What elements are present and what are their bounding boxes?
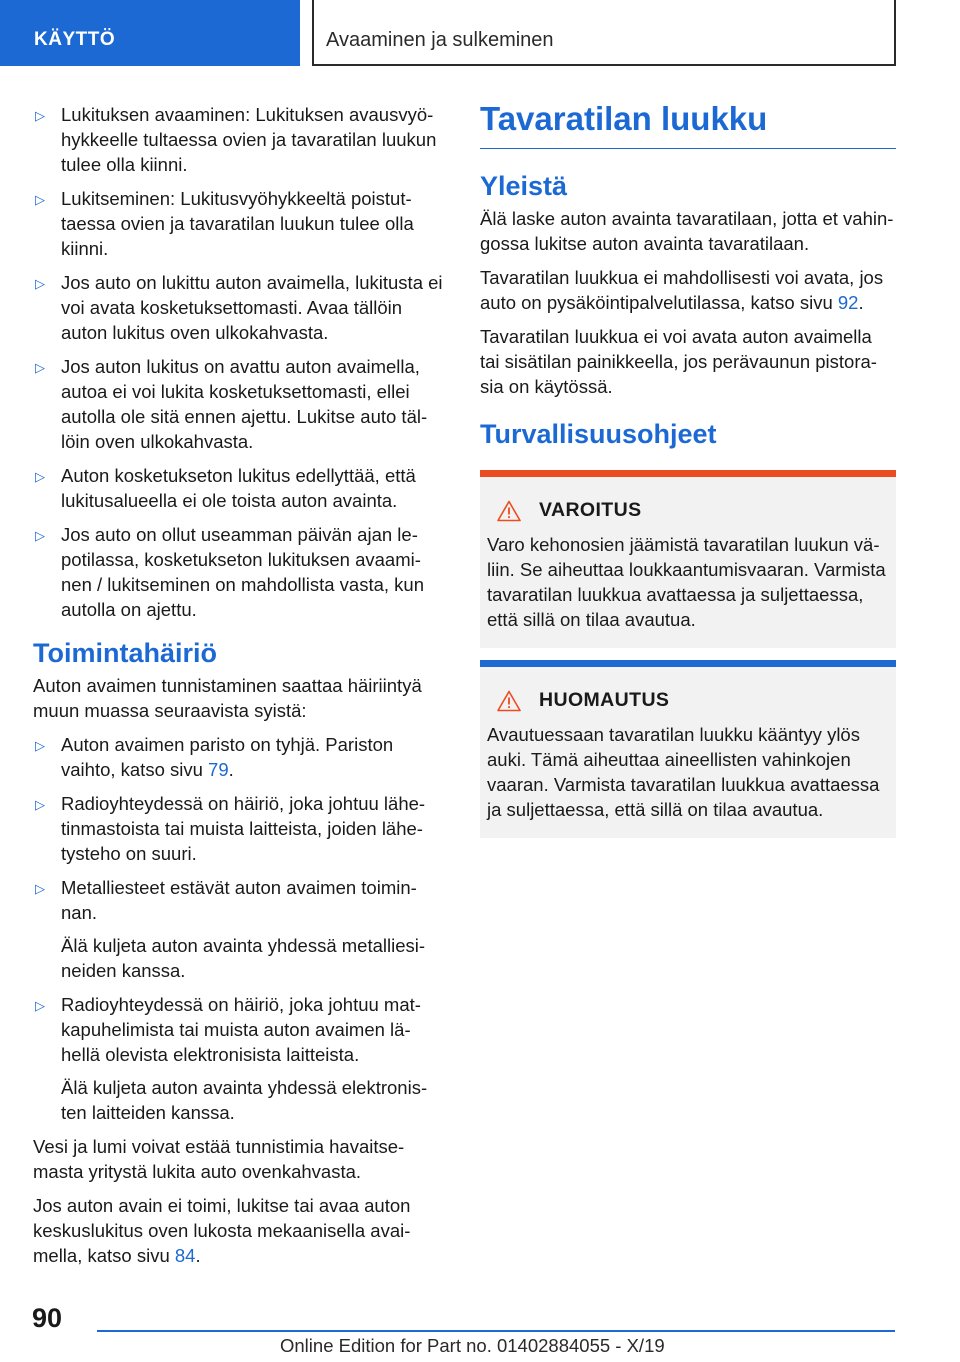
general-paragraph-3: Tavaratilan luukkua ei voi avata auton avaimella tai sisätilan painikkeella, jos perävaunun pistora-sia on käytössä.	[480, 326, 877, 397]
list-item: ▷ Auton kosketukseton lukitus edellyttää, että lukitusalueella ei ole toista auton avainta.	[35, 465, 416, 511]
list-item: ▷ Jos auto on lukittu auton avaimella, lukitusta ei voi avata kosketuksettomasti. Avaa tällöin auton lukitus oven ulkokahvasta.	[35, 272, 443, 343]
list-item: ▷ Metalliesteet estävät auton avaimen toimin-nan. Älä kuljeta auton avainta yhdessä metalliesi-neiden kanssa.	[33, 875, 443, 983]
list-item: ▷ Jos auton lukitus on avattu auton avaimella, autoa ei voi lukita kosketuksettomasti, ellei autolla ole sitä ennen ajettu. Lukitse auto täl-löin oven ulkokahvasta.	[35, 356, 428, 452]
water-snow-paragraph: Vesi ja lumi voivat estää tunnistimia havaitse-masta yritystä lukita auto ovenkahvasta.	[33, 1136, 405, 1182]
warning-title: VAROITUS	[539, 499, 642, 521]
page-header	[0, 0, 960, 66]
list-item-note: Älä kuljeta auton avainta yhdessä metalliesi-neiden kanssa.	[61, 935, 426, 981]
general-heading: Yleistä	[480, 171, 568, 201]
right-column	[480, 100, 896, 838]
edition-footer: Online Edition for Part no. 01402884055 - X/19	[280, 1335, 665, 1356]
general-paragraph-2: Tavaratilan luukkua ei mahdollisesti voi avata, jos auto on pysäköintipalvelutilassa, katso sivu 92.	[480, 267, 884, 313]
triangle-right-icon: ▷	[35, 797, 45, 812]
list-item: ▷ Radioyhteydessä on häiriö, joka johtuu mat-kapuhelimista tai muista auton avaimen lä-hellä olevista elektronisista laitteista. Älä kuljeta auton avainta yhdessä elektronis-ten laitteiden kanssa.	[33, 992, 443, 1125]
warning-text: Varo kehonosien jäämistä tavaratilan luukun vä-liin. Se aiheuttaa loukkaantumisvaaran. Varmista tavaratilan luukkua avattaessa ja suljettaessa, että sillä on tilaa avautua.	[487, 534, 886, 630]
triangle-right-icon: ▷	[35, 108, 45, 123]
triangle-right-icon: ▷	[35, 276, 45, 291]
comfort-access-list	[33, 102, 443, 622]
malfunction-list	[33, 732, 443, 1125]
page-link-84[interactable]: 84	[174, 1245, 196, 1266]
topic-label: Avaaminen ja sulkeminen	[326, 29, 554, 51]
warning-box	[480, 470, 896, 648]
list-item: ▷ Auton avaimen paristo on tyhjä. Pariston vaihto, katso sivu 79.	[35, 734, 394, 780]
tailgate-title: Tavaratilan luukku	[480, 100, 896, 149]
left-column	[33, 102, 443, 1277]
list-item: ▷ Lukituksen avaaminen: Lukituksen avausvyö-hykkeelle tultaessa ovien ja tavaratilan luukun tulee olla kiinni.	[35, 104, 437, 175]
triangle-right-icon: ▷	[35, 469, 45, 484]
list-item: ▷ Lukitseminen: Lukitusvyöhykkeeltä poistut-taessa ovien ja tavaratilan luukun tulee olla kiinni.	[35, 188, 414, 259]
section-label: KÄYTTÖ	[34, 29, 116, 50]
page-link-92[interactable]: 92	[837, 292, 859, 313]
triangle-right-icon: ▷	[35, 998, 45, 1013]
footer-divider	[97, 1330, 895, 1332]
mechanical-key-paragraph: Jos auton avain ei toimi, lukitse tai avaa auton keskuslukitus oven lukosta mekaanisella avai-mella, katso sivu 84.	[33, 1195, 411, 1266]
general-paragraph-1: Älä laske auton avainta tavaratilaan, jotta et vahin-gossa lukitse auton avainta tavaratilaan.	[480, 208, 894, 254]
topic-tab	[312, 0, 896, 66]
triangle-right-icon: ▷	[35, 360, 45, 375]
notice-title: HUOMAUTUS	[539, 689, 670, 711]
triangle-right-icon: ▷	[35, 881, 45, 896]
list-item-note: Älä kuljeta auton avainta yhdessä elektronis-ten laitteiden kanssa.	[61, 1077, 428, 1123]
triangle-right-icon: ▷	[35, 528, 45, 543]
notice-box	[480, 660, 896, 838]
triangle-right-icon: ▷	[35, 192, 45, 207]
section-tab	[0, 0, 300, 66]
triangle-right-icon: ▷	[35, 738, 45, 753]
warning-triangle-icon	[497, 500, 521, 522]
page-link-79[interactable]: 79	[208, 759, 229, 780]
safety-heading: Turvallisuusohjeet	[480, 419, 717, 449]
list-item: ▷ Radioyhteydessä on häiriö, joka johtuu lähe-tinmastoista tai muista laitteista, joiden lähe-tysteho on suuri.	[35, 793, 426, 864]
warning-triangle-icon	[497, 690, 521, 712]
malfunction-heading: Toimintahäiriö	[33, 638, 218, 668]
page-number: 90	[32, 1303, 63, 1333]
list-item: ▷ Jos auto on ollut useamman päivän ajan le-potilassa, kosketukseton lukituksen avaami-nen / lukitseminen on mahdollista vasta, kun autolla on ajettu.	[35, 524, 425, 620]
notice-text: Avautuessaan tavaratilan luukku kääntyy ylös auki. Tämä aiheuttaa aineellisten vahinkojen vaaran. Varmista tavaratilan luukkua avattaessa ja suljettaessa, että sillä on tilaa avautua.	[487, 724, 880, 820]
malfunction-intro: Auton avaimen tunnistaminen saattaa häiriintyä muun muassa seuraavista syistä:	[33, 675, 422, 721]
